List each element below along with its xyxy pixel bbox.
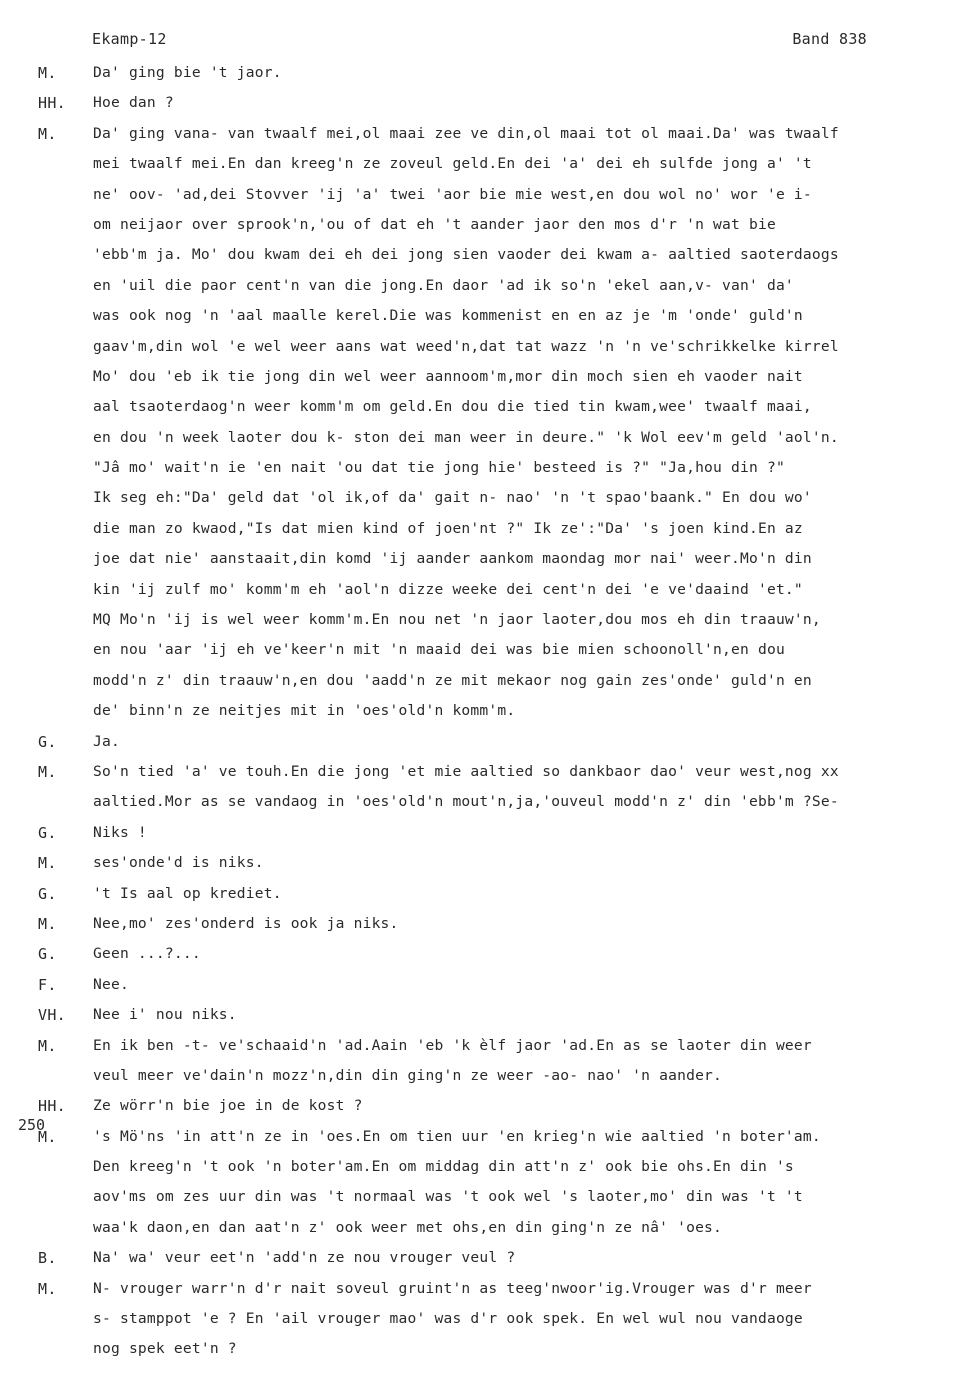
line-text: was ook nog 'n 'aal maalle kerel.Die was kommenist en en az je 'm 'onde' guld'n <box>93 307 803 325</box>
line-text: joe dat nie' aanstaait,din komd 'ij aander aankom maondag mor nai' weer.Mo'n din <box>93 550 812 568</box>
line-text: En ik ben -t- ve'schaaid'n 'ad.Aain 'eb 'k èlf jaor 'ad.En as se laoter din weer <box>93 1036 812 1054</box>
tape-number: Band 838 <box>792 30 867 48</box>
transcript-line <box>0 575 973 605</box>
line-text: ne' oov- 'ad,dei Stovver 'ij 'a' twei 'aor bie mie west,en dou wol no' wor 'e i- <box>93 185 812 203</box>
line-text: Nee,mo' zes'onderd is ook ja niks. <box>93 914 399 932</box>
speaker-label: F. <box>38 975 57 994</box>
page-header <box>92 30 962 56</box>
speaker-label: HH. <box>38 94 66 113</box>
line-text: Na' wa' veur eet'n 'add'n ze nou vrouger veul ? <box>93 1249 516 1267</box>
line-text: Nee. <box>93 975 129 993</box>
speaker-label: M. <box>38 1127 57 1146</box>
line-text: de' binn'n ze neitjes mit in 'oes'old'n komm'm. <box>93 702 516 720</box>
transcript-line <box>0 909 973 939</box>
transcript-line <box>0 149 973 179</box>
transcript-line <box>0 1243 973 1273</box>
line-text: Ja. <box>93 732 120 750</box>
line-text: s- stamppot 'e ? En 'ail vrouger mao' was d'r ook spek. En wel wul nou vandaoge <box>93 1310 803 1328</box>
line-text: gaav'm,din wol 'e wel weer aans wat weed'n,dat tat wazz 'n 'n ve'schrikkelke kirrel <box>93 337 839 355</box>
transcript-line <box>0 879 973 909</box>
line-text: veul meer ve'dain'n mozz'n,din din ging'n ze weer -ao- nao' 'n aander. <box>93 1066 723 1084</box>
speaker-label: B. <box>38 1249 57 1268</box>
speaker-label: G. <box>38 732 57 751</box>
line-text: Geen ...?... <box>93 945 201 963</box>
transcript-line <box>0 1152 973 1182</box>
transcript-line <box>0 423 973 453</box>
line-text: Ik seg eh:"Da' geld dat 'ol ik,of da' gait n- nao' 'n 't spao'baank." En dou wo' <box>93 489 812 507</box>
transcript-line <box>0 1334 973 1364</box>
transcript-line <box>0 240 973 270</box>
line-text: Ze wörr'n bie joe in de kost ? <box>93 1097 363 1115</box>
transcript-line <box>0 818 973 848</box>
speaker-label: M. <box>38 1036 57 1055</box>
margin-note: 250 <box>18 1116 46 1134</box>
speaker-label: G. <box>38 945 57 964</box>
line-text: So'n tied 'a' ve touh.En die jong 'et mie aaltied so dankbaor dao' veur west,nog xx <box>93 762 839 780</box>
transcript-line <box>0 1274 973 1304</box>
line-text: Mo' dou 'eb ik tie jong din wel weer aannoom'm,mor din moch sien eh vaoder nait <box>93 367 803 385</box>
transcript-line <box>0 666 973 696</box>
transcript-line <box>0 605 973 635</box>
line-text: kin 'ij zulf mo' komm'm eh 'aol'n dizze weeke dei cent'n dei 'e ve'daaind 'et." <box>93 580 803 598</box>
line-text: om neijaor over sprook'n,'ou of dat eh 't aander jaor den mos d'r 'n wat bie <box>93 215 776 233</box>
transcript-line <box>0 1031 973 1061</box>
transcript-line <box>0 757 973 787</box>
line-text: mei twaalf mei.En dan kreeg'n ze zoveul geld.En dei 'a' dei eh sulfde jong a' 't <box>93 155 812 173</box>
transcript-line <box>0 1213 973 1243</box>
line-text: die man zo kwaod,"Is dat mien kind of joen'nt ?" Ik ze':"Da' 's joen kind.En az <box>93 519 803 537</box>
line-text: Den kreeg'n 't ook 'n boter'am.En om middag din att'n z' ook bie ohs.En din 's <box>93 1158 794 1176</box>
transcript-body <box>0 58 973 1365</box>
transcript-line <box>0 635 973 665</box>
speaker-label: M. <box>38 124 57 143</box>
transcript-line <box>0 1061 973 1091</box>
transcript-line <box>0 1091 973 1121</box>
transcript-line <box>0 514 973 544</box>
line-text: 's Mö'ns 'in att'n ze in 'oes.En om tien uur 'en krieg'n wie aaltied 'n boter'am. <box>93 1127 821 1145</box>
line-text: aov'ms om zes uur din was 't normaal was 't ook wel 's laoter,mo' din was 't 't <box>93 1188 803 1206</box>
transcript-line <box>0 180 973 210</box>
transcript-line <box>0 848 973 878</box>
line-text: ses'onde'd is niks. <box>93 854 264 872</box>
speaker-label: M. <box>38 914 57 933</box>
transcript-line <box>0 332 973 362</box>
transcript-line <box>0 939 973 969</box>
speaker-label: HH. <box>38 1097 66 1116</box>
line-text: nog spek eet'n ? <box>93 1340 237 1358</box>
line-text: 't Is aal op krediet. <box>93 884 282 902</box>
line-text: waa'k daon,en dan aat'n z' ook weer met ohs,en din ging'n ze nâ' 'oes. <box>93 1218 723 1236</box>
transcript-line <box>0 727 973 757</box>
transcript-id: Ekamp-12 <box>92 30 167 48</box>
transcript-line <box>0 1304 973 1334</box>
transcript-line <box>0 362 973 392</box>
line-text: modd'n z' din traauw'n,en dou 'aadd'n ze mit mekaor nog gain zes'onde' guld'n en <box>93 671 812 689</box>
line-text: Nee i' nou niks. <box>93 1006 237 1024</box>
line-text: Da' ging bie 't jaor. <box>93 64 282 81</box>
line-text: "Jâ mo' wait'n ie 'en nait 'ou dat tie jong hie' besteed is ?" "Ja,hou din ?" <box>93 459 785 477</box>
speaker-label: VH. <box>38 1006 66 1025</box>
speaker-label: M. <box>38 1279 57 1298</box>
transcript-line <box>0 210 973 240</box>
line-text: Da' ging vana- van twaalf mei,ol maai zee ve din,ol maai tot ol maai.Da' was twaalf <box>93 124 839 142</box>
speaker-label: M. <box>38 854 57 873</box>
transcript-line <box>0 392 973 422</box>
speaker-label: M. <box>38 762 57 781</box>
transcript-line <box>0 1182 973 1212</box>
speaker-label: M. <box>38 64 57 82</box>
transcript-line <box>0 453 973 483</box>
line-text: MQ Mo'n 'ij is wel weer komm'm.En nou net 'n jaor laoter,dou mos eh din traauw'n, <box>93 611 821 629</box>
transcript-line <box>0 483 973 513</box>
transcript-line <box>0 271 973 301</box>
transcript-line <box>0 119 973 149</box>
line-text: aaltied.Mor as se vandaog in 'oes'old'n mout'n,ja,'ouveul modd'n z' din 'ebb'm ?Se- <box>93 793 839 811</box>
line-text: Hoe dan ? <box>93 94 174 112</box>
transcript-line <box>0 301 973 331</box>
transcript-line <box>0 1000 973 1030</box>
line-text: en 'uil die paor cent'n van die jong.En daor 'ad ik so'n 'ekel aan,v- van' da' <box>93 276 794 294</box>
speaker-label: G. <box>38 823 57 842</box>
line-text: en nou 'aar 'ij eh ve'keer'n mit 'n maaid dei was bie mien schoonoll'n,en dou <box>93 641 785 659</box>
speaker-label: G. <box>38 884 57 903</box>
line-text: aal tsaoterdaog'n weer komm'm om geld.En dou die tied tin kwam,wee' twaalf maai, <box>93 398 812 416</box>
line-text: Niks ! <box>93 823 147 841</box>
transcript-line <box>0 544 973 574</box>
line-text: en dou 'n week laoter dou k- ston dei man weer in deure." 'k Wol eev'm geld 'aol'n. <box>93 428 839 446</box>
transcript-line <box>0 970 973 1000</box>
transcript-line <box>0 696 973 726</box>
transcript-line <box>0 58 973 88</box>
transcript-line <box>0 88 973 118</box>
line-text: N- vrouger warr'n d'r nait soveul gruint'n as teeg'nwoor'ig.Vrouger was d'r meer <box>93 1279 812 1297</box>
transcript-line <box>0 787 973 817</box>
transcript-line <box>0 1122 973 1152</box>
line-text: 'ebb'm ja. Mo' dou kwam dei eh dei jong sien vaoder dei kwam a- aaltied saoterdaogs <box>93 246 839 264</box>
